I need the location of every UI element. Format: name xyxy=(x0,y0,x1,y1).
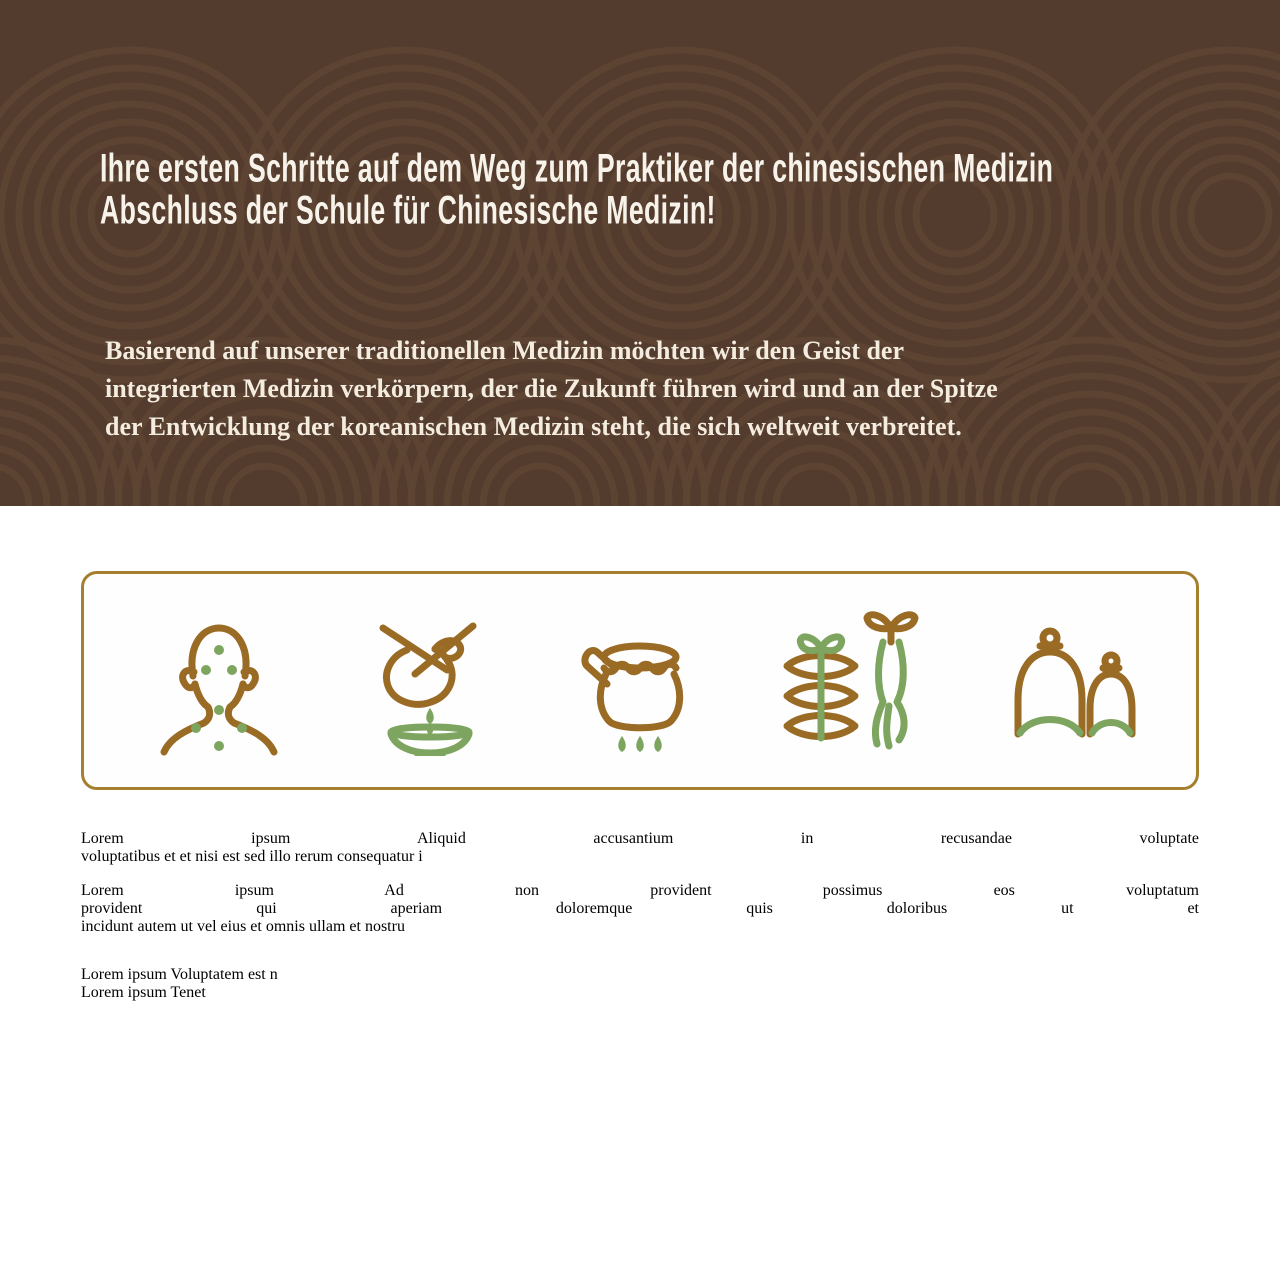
tan-paragraph-line: provident qui aperiam doloremque quis doloribus ut et xyxy=(81,900,1199,917)
herb-press-and-bowl-icon xyxy=(355,606,505,756)
intro-line: Basierend auf unserer traditionellen Medizin möchten wir den Geist der xyxy=(105,336,904,365)
acupuncture-patient-icon xyxy=(144,606,294,756)
footer-line: Lorem ipsum Voluptatem est n xyxy=(81,966,278,983)
page-title-line-2: Abschluss der Schule für Chinesische Medizin! xyxy=(100,188,716,233)
intro-line: der Entwicklung der koreanischen Medizin steht, die sich weltweit verbreitet. xyxy=(105,412,962,441)
black-paragraph-line: Lorem ipsum Aliquid accusantium in recusandae voluptate xyxy=(81,830,1199,847)
cupping-jars-icon xyxy=(986,606,1136,756)
main-content xyxy=(81,571,1199,1002)
tan-paragraph-line: incidunt autem ut vel eius et omnis ullam et nostru xyxy=(81,918,405,935)
medicine-pot-icon xyxy=(565,606,715,756)
herb-bundles-ginseng-icon xyxy=(775,606,925,756)
page-title-line-1: Ihre ersten Schritte auf dem Weg zum Praktiker der chinesischen Medizin xyxy=(100,146,1054,191)
page-title xyxy=(100,146,1280,233)
intro-line: integrierten Medizin verkörpern, der die Zukunft führen wird und an der Spitze xyxy=(105,374,998,403)
intro-paragraph xyxy=(105,332,998,446)
black-paragraph-line: voluptatibus et et nisi est sed illo rerum consequatur i xyxy=(81,848,423,865)
tan-paragraph-line: Lorem ipsum Ad non provident possimus eos voluptatum xyxy=(81,882,1199,899)
footer-line: Lorem ipsum Tenet xyxy=(81,984,206,1001)
hero-header xyxy=(0,0,1280,506)
treatments-icon-panel xyxy=(81,571,1199,790)
